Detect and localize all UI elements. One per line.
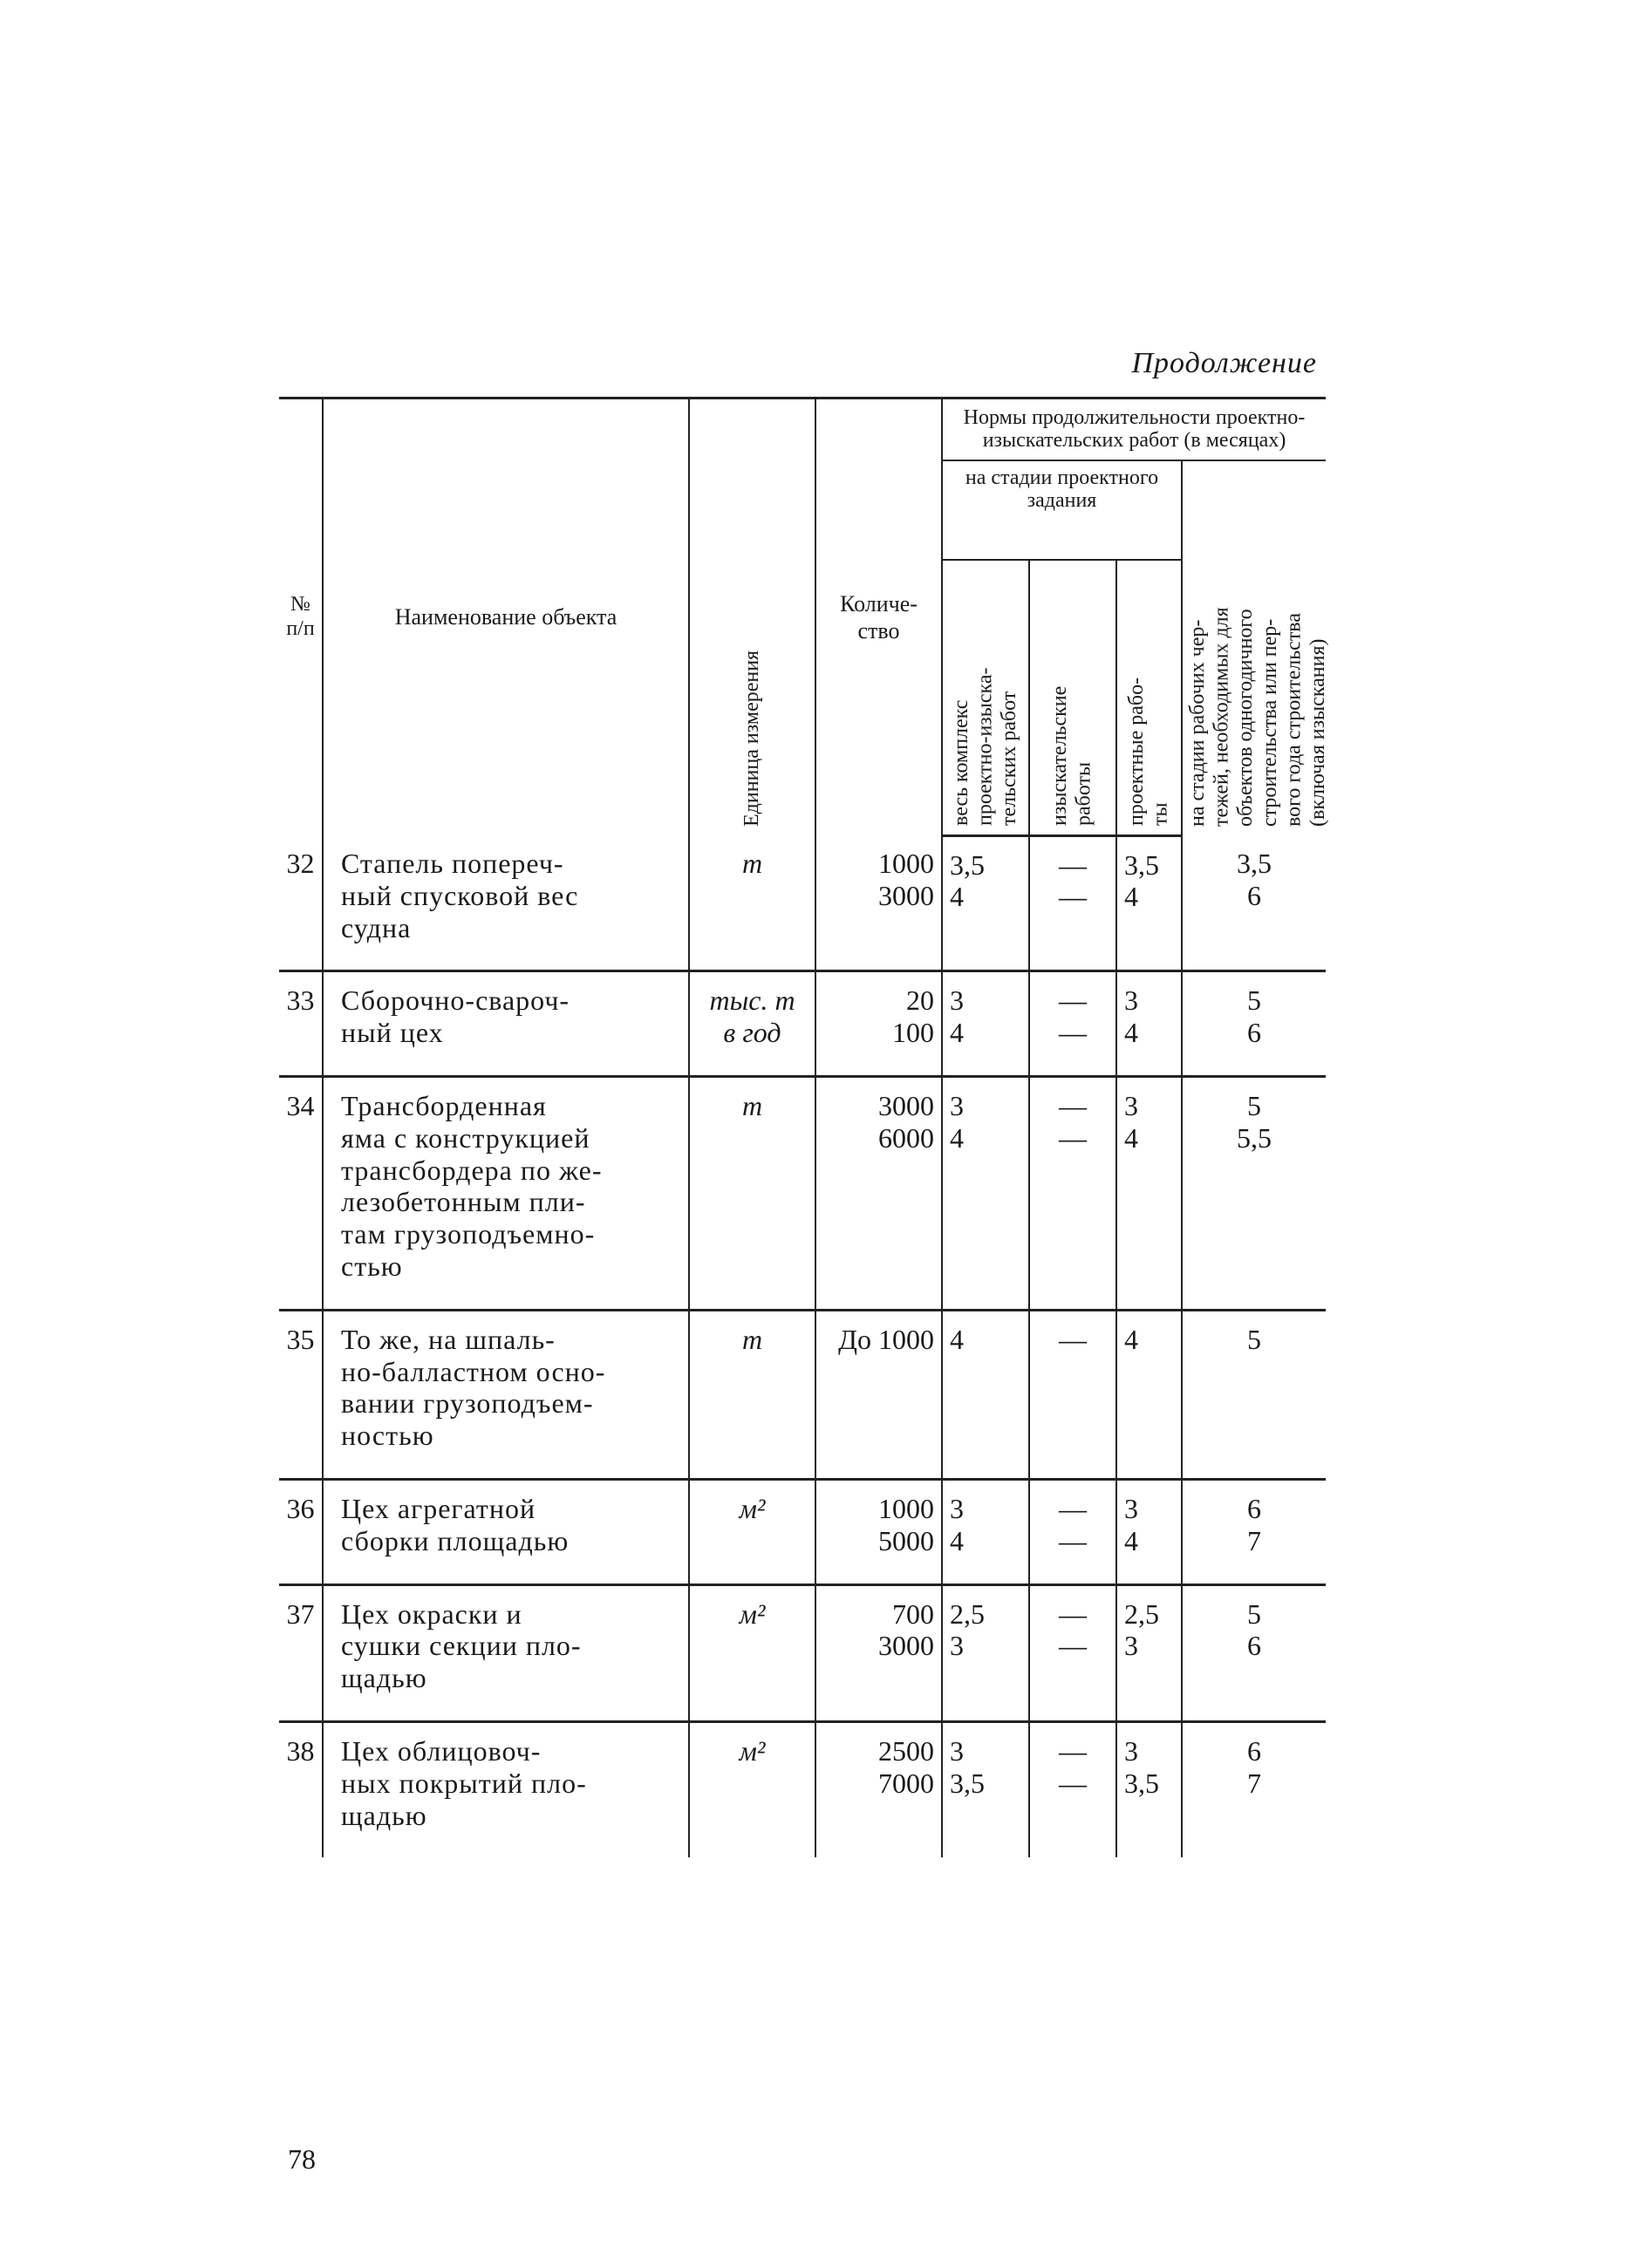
quantity-cell — [815, 1076, 942, 1310]
object-name-line: щадью — [341, 1799, 427, 1831]
working-drawings-months-line: 5 — [1247, 1597, 1261, 1630]
object-name-line: Цех облицовоч- — [341, 1734, 542, 1767]
full-complex-months-line: 3 — [950, 984, 964, 1017]
row-number-cell — [279, 1721, 323, 1857]
working-drawings-months-line: 6 — [1247, 879, 1261, 911]
row-number-line: 35 — [286, 1323, 315, 1355]
row-number-line: 33 — [286, 984, 315, 1017]
object-name-line: стью — [341, 1250, 403, 1282]
working-drawings-months-line: 6 — [1247, 1492, 1261, 1524]
row-number-cell — [279, 971, 323, 1077]
working-drawings-months-cell — [1182, 1310, 1326, 1479]
object-name-line: щадью — [341, 1662, 427, 1694]
design-months-cell — [1116, 1584, 1182, 1721]
object-name-line: Цех агрегатной — [341, 1492, 536, 1524]
full-complex-months-line: 3,5 — [950, 1767, 985, 1799]
design-months-cell — [1116, 835, 1182, 971]
unit-of-measure-cell — [689, 1310, 815, 1479]
table-row — [279, 971, 1326, 1077]
header-quantity: Количе- ство — [815, 398, 942, 836]
design-months-line: 3 — [1124, 1734, 1138, 1767]
working-drawings-months-cell — [1182, 1076, 1326, 1310]
working-drawings-months-line: 5,5 — [1237, 1121, 1272, 1154]
design-months-line: 3 — [1124, 1630, 1138, 1662]
quantity-cell — [815, 1584, 942, 1721]
table-row — [279, 1584, 1326, 1721]
working-drawings-months-cell — [1182, 1584, 1326, 1721]
quantity-line: 6000 — [878, 1121, 934, 1154]
design-months-line: 4 — [1124, 1017, 1138, 1049]
design-months-cell — [1116, 971, 1182, 1077]
object-name-line: Трансборденная — [341, 1089, 547, 1121]
quantity-line: До 1000 — [838, 1323, 934, 1355]
page-number: 78 — [288, 2143, 316, 2175]
row-number-line: 37 — [286, 1597, 315, 1630]
object-name-cell — [323, 835, 689, 971]
design-months-line: 4 — [1124, 881, 1138, 913]
quantity-line: 20 — [906, 984, 934, 1017]
survey-months-cell — [1029, 971, 1116, 1077]
header-unit: Единица измерения — [689, 398, 815, 836]
survey-months-cell — [1029, 1310, 1116, 1479]
working-drawings-months-line: 6 — [1247, 1734, 1261, 1767]
quantity-line: 2500 — [878, 1734, 934, 1767]
design-months-line: 3,5 — [1124, 1767, 1159, 1799]
quantity-line: 7000 — [878, 1767, 934, 1799]
survey-months-cell — [1029, 1584, 1116, 1721]
survey-months-line: — — [1059, 1597, 1087, 1630]
object-name-line: То же, на шпаль- — [341, 1323, 556, 1355]
table-row — [279, 1310, 1326, 1479]
object-name-line: сборки площадью — [341, 1524, 570, 1556]
object-name-line: ностью — [341, 1420, 434, 1452]
working-drawings-months-line: 7 — [1247, 1524, 1261, 1556]
object-name-cell — [323, 1479, 689, 1584]
working-drawings-months-line: 3,5 — [1237, 848, 1272, 879]
object-name-line: Цех окраски и — [341, 1597, 522, 1630]
design-months-line: 4 — [1124, 1524, 1138, 1556]
continuation-label: Продолжение — [1131, 347, 1317, 379]
unit-of-measure-line: т — [741, 1089, 763, 1121]
design-months-cell — [1116, 1310, 1182, 1479]
header-stage-project: на стадии проектного задания — [942, 460, 1182, 560]
full-complex-months-line: 3,5 — [950, 848, 985, 881]
object-name-line: ных покрытий пло- — [341, 1767, 587, 1799]
full-complex-months-cell — [942, 971, 1029, 1077]
table-row — [279, 835, 1326, 971]
working-drawings-months-cell — [1182, 1721, 1326, 1857]
design-months-line: 3,5 — [1124, 848, 1159, 881]
object-name-line: судна — [341, 911, 412, 943]
object-name-line: Стапель попереч- — [341, 848, 564, 879]
unit-of-measure-cell — [689, 1721, 815, 1857]
design-months-cell — [1116, 1076, 1182, 1310]
unit-of-measure-line: т — [741, 1323, 763, 1355]
object-name-cell — [323, 1310, 689, 1479]
full-complex-months-cell — [942, 1310, 1029, 1479]
full-complex-months-cell — [942, 1076, 1029, 1310]
design-months-line: 4 — [1124, 1323, 1138, 1355]
design-months-line: 3 — [1124, 1492, 1138, 1524]
header-num: № п/п — [279, 398, 323, 836]
quantity-cell — [815, 1479, 942, 1584]
quantity-line: 1000 — [878, 848, 934, 879]
unit-of-measure-line: м² — [739, 1597, 766, 1630]
full-complex-months-line: 2,5 — [950, 1597, 985, 1630]
object-name-line: лезобетонным пли- — [341, 1186, 586, 1218]
working-drawings-months-cell — [1182, 1479, 1326, 1584]
full-complex-months-line: 4 — [950, 1524, 964, 1556]
survey-months-line: — — [1059, 1767, 1087, 1799]
full-complex-months-cell — [942, 1721, 1029, 1857]
quantity-line: 3000 — [878, 1630, 934, 1662]
working-drawings-months-line: 5 — [1247, 1323, 1261, 1355]
row-number-cell — [279, 1310, 323, 1479]
full-complex-months-line: 3 — [950, 1089, 964, 1121]
unit-of-measure-cell — [689, 1479, 815, 1584]
full-complex-months-line: 4 — [950, 1017, 964, 1049]
quantity-line: 700 — [892, 1597, 934, 1630]
row-number-line: 36 — [286, 1492, 315, 1524]
survey-months-line: — — [1059, 1323, 1087, 1355]
unit-of-measure-line: м² — [739, 1734, 766, 1767]
object-name-line: Сборочно-свароч- — [341, 984, 570, 1017]
quantity-line: 3000 — [878, 1089, 934, 1121]
object-name-line: ный спусковой вес — [341, 879, 579, 911]
table-row — [279, 1479, 1326, 1584]
full-complex-months-line: 4 — [950, 1323, 964, 1355]
object-name-line: трансбордера по же- — [341, 1154, 603, 1186]
unit-of-measure-cell — [689, 1076, 815, 1310]
row-number-line: 32 — [286, 848, 315, 879]
row-number-line: 38 — [286, 1734, 315, 1767]
quantity-cell — [815, 835, 942, 971]
unit-of-measure-line: тыс. т — [709, 984, 795, 1017]
header-design: проектные рабо- ты — [1116, 560, 1182, 835]
survey-months-cell — [1029, 835, 1116, 971]
quantity-line: 1000 — [878, 1492, 934, 1524]
survey-months-cell — [1029, 1479, 1116, 1584]
table-body — [279, 835, 1326, 1857]
working-drawings-months-line: 7 — [1247, 1767, 1261, 1799]
header-survey: изыскательские работы — [1029, 560, 1116, 835]
header-working-drawings: на стадии рабочих чер- тежей, необходимых для объектов одногодичного строительства или пер- вого года строительства (включая изыскания) — [1182, 460, 1326, 835]
full-complex-months-line: 3 — [950, 1492, 964, 1524]
header-name: Наименование объекта — [323, 398, 689, 836]
full-complex-months-cell — [942, 1584, 1029, 1721]
full-complex-months-line: 4 — [950, 1121, 964, 1154]
object-name-line: ный цех — [341, 1017, 444, 1049]
full-complex-months-cell — [942, 835, 1029, 971]
quantity-cell — [815, 971, 942, 1077]
design-months-cell — [1116, 1721, 1182, 1857]
full-complex-months-line: 3 — [950, 1630, 964, 1662]
norms-table — [279, 397, 1329, 1857]
object-name-line: вании грузоподъем- — [341, 1387, 594, 1420]
unit-of-measure-line: м² — [739, 1492, 766, 1524]
header-full-complex: весь комплекс проектно-изыска- тельских работ — [942, 560, 1029, 835]
full-complex-months-line: 3 — [950, 1734, 964, 1767]
design-months-line: 4 — [1124, 1121, 1138, 1154]
design-months-cell — [1116, 1479, 1182, 1584]
object-name-cell — [323, 1584, 689, 1721]
unit-of-measure-cell — [689, 1584, 815, 1721]
quantity-cell — [815, 1721, 942, 1857]
object-name-line: сушки секции пло- — [341, 1630, 582, 1662]
survey-months-line: — — [1059, 1492, 1087, 1524]
unit-of-measure-cell — [689, 835, 815, 971]
object-name-line: но-балластном осно- — [341, 1355, 606, 1387]
unit-of-measure-line: в год — [723, 1017, 781, 1049]
full-complex-months-line: 4 — [950, 881, 964, 913]
row-number-cell — [279, 835, 323, 971]
working-drawings-months-line: 5 — [1247, 1089, 1261, 1121]
unit-of-measure-cell — [689, 971, 815, 1077]
quantity-line: 100 — [892, 1017, 934, 1049]
survey-months-line: — — [1059, 1089, 1087, 1121]
full-complex-months-cell — [942, 1479, 1029, 1584]
design-months-line: 2,5 — [1124, 1597, 1159, 1630]
row-number-cell — [279, 1479, 323, 1584]
unit-of-measure-line: т — [741, 848, 763, 879]
header-norms: Нормы продолжительности проектно-изыскательских работ (в месяцах) — [942, 398, 1326, 460]
working-drawings-months-cell — [1182, 971, 1326, 1077]
row-number-cell — [279, 1584, 323, 1721]
working-drawings-months-cell — [1182, 835, 1326, 971]
table-row — [279, 1721, 1326, 1857]
survey-months-cell — [1029, 1076, 1116, 1310]
object-name-cell — [323, 971, 689, 1077]
working-drawings-months-line: 5 — [1247, 984, 1261, 1017]
survey-months-line: — — [1059, 984, 1087, 1017]
survey-months-line: — — [1059, 1734, 1087, 1767]
object-name-cell — [323, 1721, 689, 1857]
survey-months-line: — — [1059, 1121, 1087, 1154]
row-number-line: 34 — [286, 1089, 315, 1121]
quantity-line: 3000 — [878, 879, 934, 911]
survey-months-line: — — [1059, 848, 1087, 881]
table-row — [279, 1076, 1326, 1310]
object-name-cell — [323, 1076, 689, 1310]
object-name-line: яма с конструкцией — [341, 1121, 590, 1154]
header-row-1 — [279, 398, 1326, 460]
survey-months-line: — — [1059, 1630, 1087, 1662]
design-months-line: 3 — [1124, 984, 1138, 1017]
survey-months-cell — [1029, 1721, 1116, 1857]
working-drawings-months-line: 6 — [1247, 1017, 1261, 1049]
survey-months-line: — — [1059, 881, 1087, 913]
quantity-line: 5000 — [878, 1524, 934, 1556]
survey-months-line: — — [1059, 1524, 1087, 1556]
survey-months-line: — — [1059, 1017, 1087, 1049]
working-drawings-months-line: 6 — [1247, 1630, 1261, 1662]
row-number-cell — [279, 1076, 323, 1310]
quantity-cell — [815, 1310, 942, 1479]
object-name-line: там грузоподъемно- — [341, 1218, 596, 1250]
design-months-line: 3 — [1124, 1089, 1138, 1121]
